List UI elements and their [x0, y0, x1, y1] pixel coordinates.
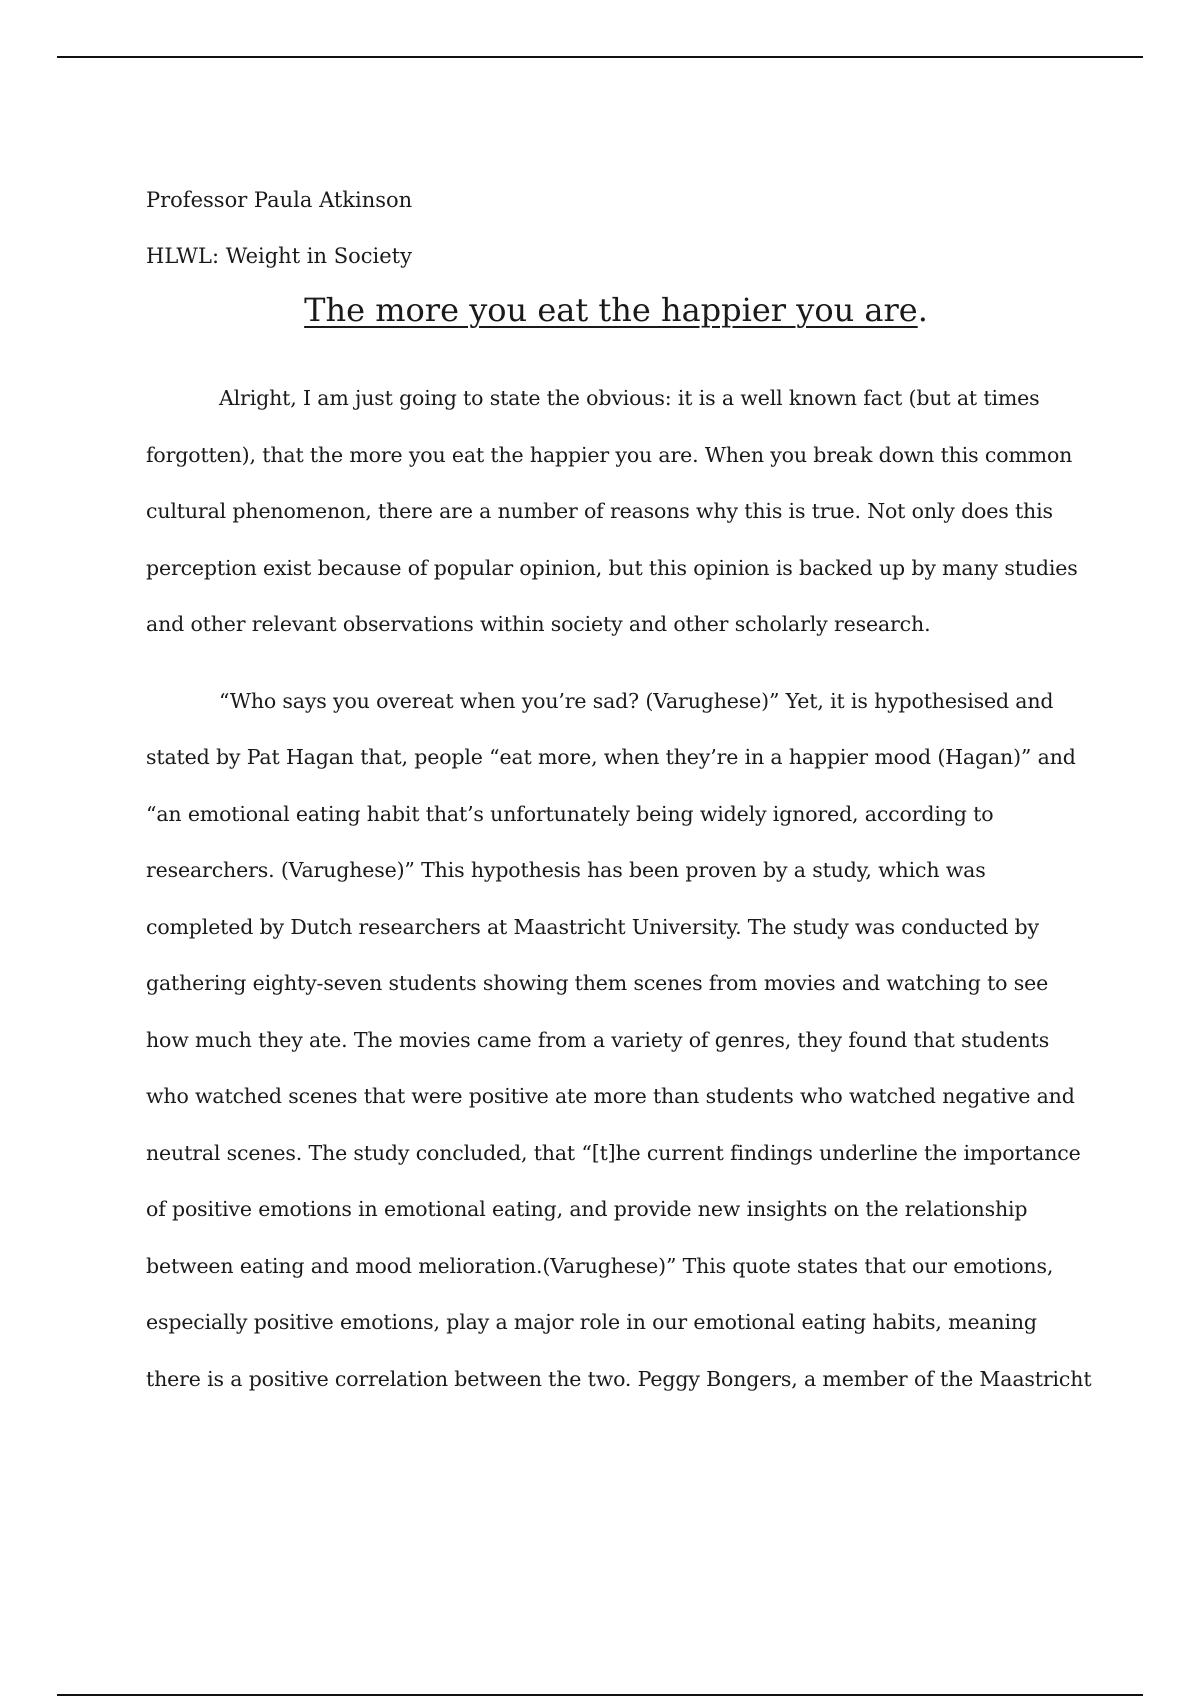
- text-line: who watched scenes that were positive ate more than students who watched negative and: [146, 1084, 1075, 1108]
- essay-title-period: .: [917, 291, 928, 329]
- text-line: of positive emotions in emotional eating, and provide new insights on the relationship: [146, 1197, 1028, 1221]
- text-line: cultural phenomenon, there are a number of reasons why this is true. Not only does this: [146, 499, 1053, 523]
- course-name: HLWL: Weight in Society: [146, 244, 412, 268]
- paragraph: [146, 673, 1092, 1408]
- header-rule: [57, 56, 1143, 58]
- text-line: especially positive emotions, play a major role in our emotional eating habits, meaning: [146, 1310, 1037, 1334]
- text-line: how much they ate. The movies came from a variety of genres, they found that students: [146, 1027, 1050, 1052]
- text-line: perception exist because of popular opinion, but this opinion is backed up by many studies: [146, 555, 1078, 580]
- essay-title-text: The more you eat the happier you are: [304, 291, 918, 329]
- text-line: gathering eighty-seven students showing them scenes from movies and watching to see: [146, 971, 1049, 995]
- text-line: “Who says you overeat when you’re sad? (Varughese)” Yet, it is hypothesised and: [219, 688, 1054, 713]
- document-page: [146, 186, 1092, 1407]
- essay-title: [146, 290, 1086, 330]
- text-line: and other relevant observations within society and other scholarly research.: [146, 612, 931, 636]
- text-line: Alright, I am just going to state the obvious: it is a well known fact (but at times: [219, 386, 1040, 410]
- text-line: completed by Dutch researchers at Maastricht University. The study was conducted by: [146, 914, 1039, 939]
- text-line: researchers. (Varughese)” This hypothesis has been proven by a study, which was: [146, 858, 986, 882]
- text-line: there is a positive correlation between the two. Peggy Bongers, a member of the Maastricht: [146, 1366, 1092, 1391]
- instructor-name: Professor Paula Atkinson: [146, 188, 413, 212]
- text-line: neutral scenes. The study concluded, that “[t]he current findings underline the importance: [146, 1140, 1081, 1165]
- footer-rule: [57, 1694, 1143, 1696]
- text-line: between eating and mood melioration.(Varughese)” This quote states that our emotions,: [146, 1253, 1054, 1278]
- text-line: “an emotional eating habit that’s unfortunately being widely ignored, according to: [146, 801, 994, 826]
- text-line: stated by Pat Hagan that, people “eat more, when they’re in a happier mood (Hagan)” and: [146, 745, 1076, 769]
- essay-body: [146, 370, 1092, 1407]
- paragraph: [146, 370, 1086, 653]
- text-line: forgotten), that the more you eat the happier you are. When you break down this common: [146, 442, 1073, 467]
